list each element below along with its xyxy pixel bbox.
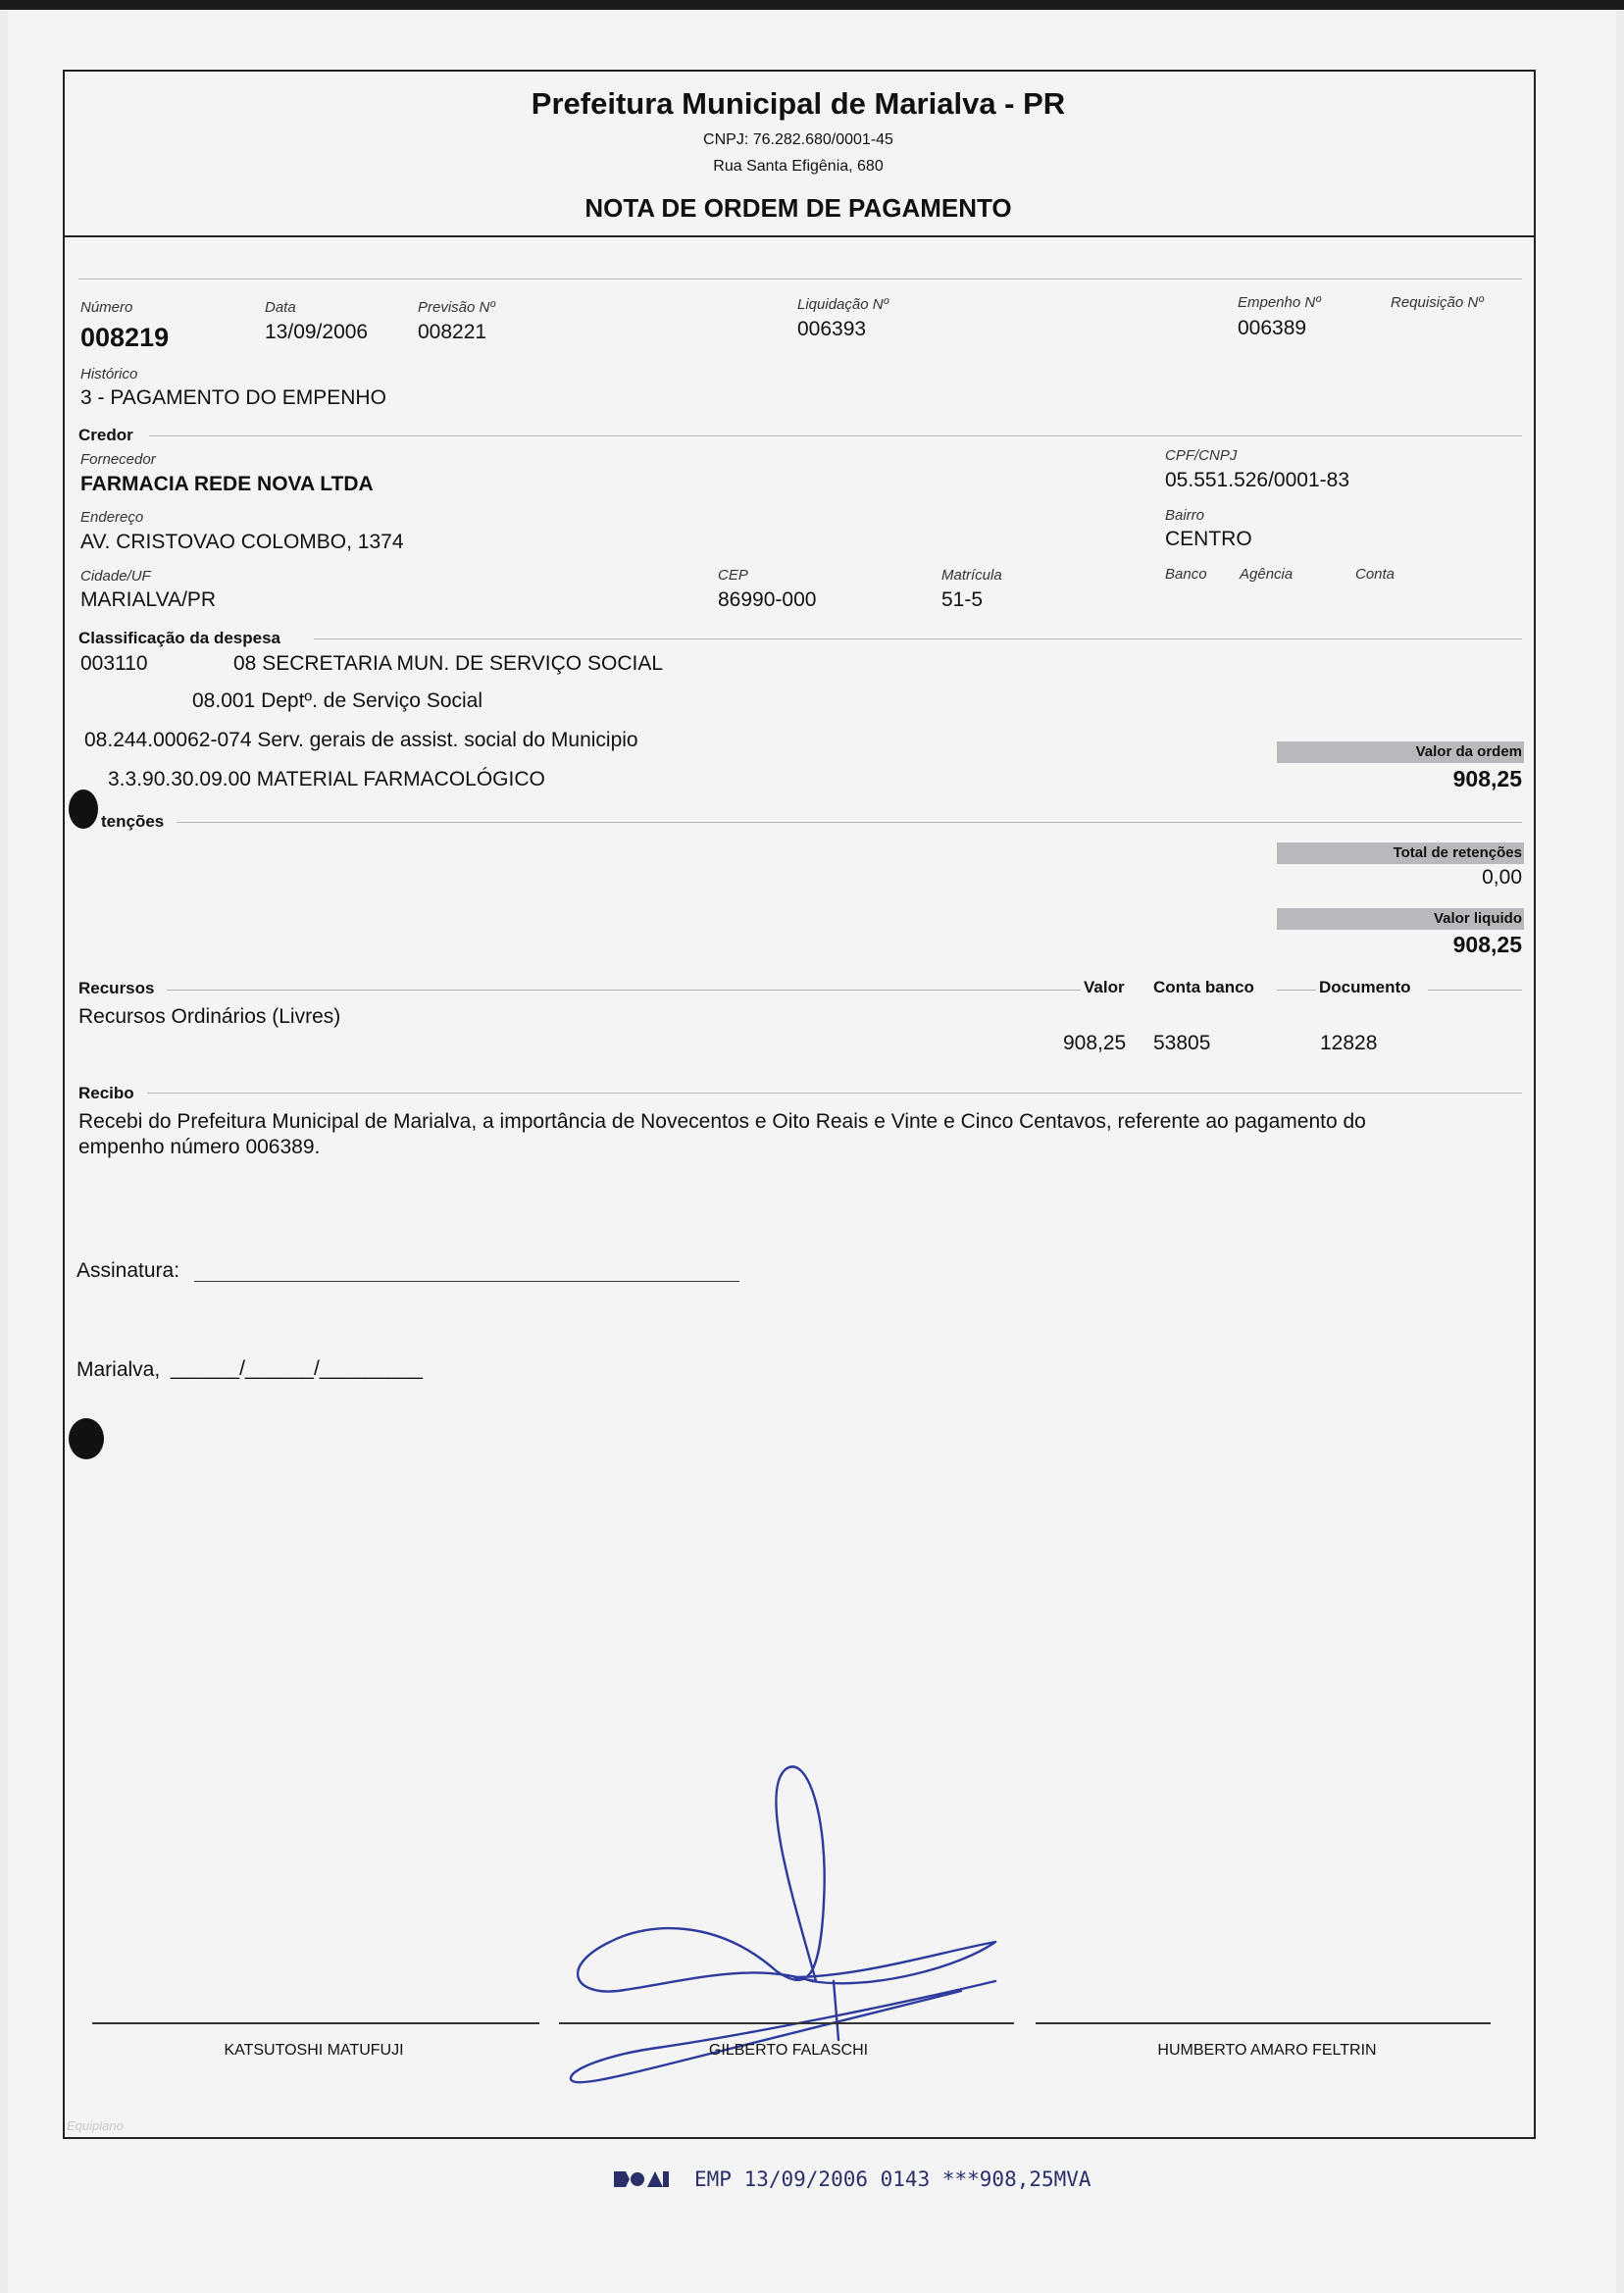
- cpf-label: CPF/CNPJ: [1165, 447, 1238, 464]
- divider: [177, 822, 1522, 823]
- bairro-label: Bairro: [1165, 507, 1205, 524]
- punch-hole-mark: [69, 790, 98, 829]
- fornecedor-label: Fornecedor: [80, 451, 156, 468]
- recibo-section: Recibo: [78, 1084, 134, 1102]
- classificacao-line4: 3.3.90.30.09.00 MATERIAL FARMACOLÓGICO: [108, 768, 545, 790]
- divider: [314, 638, 1522, 639]
- date-blank: ______/______/_________: [171, 1357, 423, 1380]
- empenho-value: 006389: [1238, 317, 1307, 339]
- endereco-label: Endereço: [80, 509, 144, 526]
- local-label: Marialva,: [76, 1358, 161, 1381]
- liquidacao-value: 006393: [797, 318, 867, 340]
- previsao-label: Previsão Nº: [418, 299, 495, 316]
- stamp-logo-icon: [612, 2167, 671, 2191]
- recursos-valor: 908,25: [1063, 1032, 1127, 1054]
- cep-label: CEP: [718, 567, 748, 584]
- assinatura-label: Assinatura:: [76, 1259, 180, 1282]
- signatory-name-3: HUMBERTO AMARO FELTRIN: [1157, 2042, 1377, 2059]
- signatory-name-2: GILBERTO FALASCHI: [708, 2042, 869, 2059]
- punch-hole-mark: [69, 1418, 104, 1459]
- classificacao-line1: 08 SECRETARIA MUN. DE SERVIÇO SOCIAL: [233, 652, 664, 675]
- requisicao-label: Requisição Nº: [1391, 294, 1484, 311]
- signature-line: [92, 2022, 539, 2024]
- scan-top-edge: [0, 0, 1624, 10]
- recibo-line2: empenho número 006389.: [78, 1136, 321, 1158]
- page-title: Prefeitura Municipal de Marialva - PR: [531, 86, 1066, 121]
- divider: [1428, 990, 1522, 991]
- recursos-item: Recursos Ordinários (Livres): [78, 1005, 341, 1028]
- divider: [78, 279, 1522, 280]
- signature-line: [559, 2022, 1014, 2024]
- recursos-documento: 12828: [1320, 1032, 1378, 1054]
- classificacao-section: Classificação da despesa: [78, 629, 281, 647]
- document-title: NOTA DE ORDEM DE PAGAMENTO: [584, 193, 1012, 223]
- divider: [147, 1093, 1522, 1094]
- total-retencoes-value: 0,00: [1482, 866, 1522, 889]
- agencia-label: Agência: [1240, 566, 1294, 583]
- liquidacao-label: Liquidação Nº: [797, 296, 889, 313]
- credor-section: Credor: [78, 426, 133, 444]
- conta-label: Conta: [1355, 566, 1396, 583]
- recibo-line1: Recebi do Prefeitura Municipal de Marialva, a importância de Novecentos e Oito Reais e Vinte e Cinco Centavos, referente ao pagamento do: [78, 1110, 1366, 1133]
- matricula-value: 51-5: [941, 588, 984, 611]
- recursos-documento-label: Documento: [1319, 978, 1411, 996]
- data-value: 13/09/2006: [265, 321, 369, 343]
- previsao-value: 008221: [418, 321, 487, 343]
- header-separator: [63, 235, 1536, 237]
- recursos-conta: 53805: [1153, 1032, 1211, 1054]
- fornecedor-value: FARMACIA REDE NOVA LTDA: [80, 473, 374, 495]
- recursos-section: Recursos: [78, 979, 155, 997]
- valor-liquido-label: Valor liquido: [1433, 910, 1522, 927]
- classificacao-line2: 08.001 Deptº. de Serviço Social: [192, 689, 483, 712]
- recursos-conta-label: Conta banco: [1153, 978, 1254, 996]
- divider: [1277, 990, 1316, 991]
- recursos-valor-label: Valor: [1084, 978, 1125, 996]
- header-cnpj: CNPJ: 76.282.680/0001-45: [703, 131, 893, 148]
- total-retencoes-label: Total de retenções: [1393, 844, 1522, 861]
- signature-line: [1036, 2022, 1491, 2024]
- bairro-value: CENTRO: [1165, 528, 1252, 550]
- data-label: Data: [265, 299, 296, 316]
- matricula-label: Matrícula: [941, 567, 1002, 584]
- software-watermark: Equiplano: [67, 2118, 124, 2133]
- cep-value: 86990-000: [718, 588, 817, 611]
- retencoes-section: tenções: [101, 812, 165, 831]
- valor-ordem-value: 908,25: [1452, 766, 1522, 791]
- historico-value: 3 - PAGAMENTO DO EMPENHO: [80, 386, 386, 409]
- valor-ordem-label: Valor da ordem: [1415, 743, 1522, 760]
- machine-stamp: EMP 13/09/2006 0143 ***908,25MVA: [694, 2167, 1091, 2191]
- historico-label: Histórico: [80, 366, 138, 382]
- signatory-name-1: KATSUTOSHI MATUFUJI: [224, 2042, 404, 2059]
- valor-liquido-value: 908,25: [1452, 932, 1522, 957]
- numero-label: Número: [80, 299, 133, 316]
- endereco-value: AV. CRISTOVAO COLOMBO, 1374: [80, 531, 404, 553]
- cidade-value: MARIALVA/PR: [80, 588, 217, 611]
- numero-value: 008219: [80, 323, 170, 352]
- divider: [167, 990, 1081, 991]
- classificacao-line3: 08.244.00062-074 Serv. gerais de assist. social do Municipio: [84, 729, 638, 751]
- classificacao-code: 003110: [80, 652, 148, 675]
- cidade-label: Cidade/UF: [80, 568, 151, 585]
- header-address: Rua Santa Efigênia, 680: [713, 158, 884, 175]
- divider: [149, 435, 1522, 436]
- empenho-label: Empenho Nº: [1238, 294, 1321, 311]
- cpf-value: 05.551.526/0001-83: [1165, 469, 1350, 491]
- banco-label: Banco: [1165, 566, 1207, 583]
- assinatura-line: [194, 1281, 739, 1282]
